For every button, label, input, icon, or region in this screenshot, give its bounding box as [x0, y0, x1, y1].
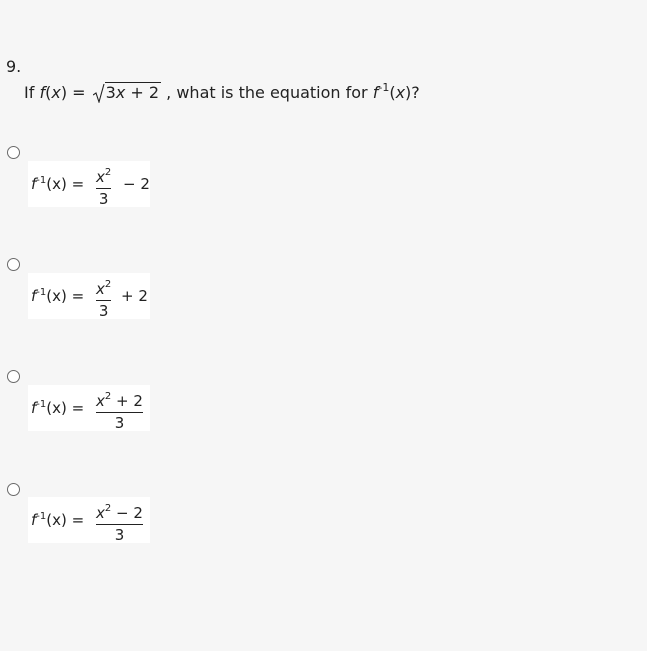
option-3-equation[interactable]: [28, 385, 150, 431]
fx-close-paren: ): [60, 83, 68, 102]
option-1-tail: − 2: [123, 175, 150, 193]
option-4-fraction: [96, 499, 143, 545]
option-4-denominator: 3: [114, 526, 125, 544]
option-3-fraction: [96, 387, 143, 433]
option-4-equation[interactable]: [28, 497, 150, 543]
inverse-function: $f^{-1}(x)$?: [372, 81, 420, 102]
fx-name: f: [39, 83, 46, 102]
option-4-numerator: $x^2 - 2$: [96, 503, 143, 522]
option-2-fraction: [96, 275, 111, 321]
radicand: 3x + 2: [105, 83, 160, 102]
option-1-fraction: [96, 163, 111, 209]
option-4-radio[interactable]: [7, 483, 20, 496]
option-2-tail: + 2: [121, 287, 148, 305]
equals-sign: =: [72, 83, 86, 102]
option-3-denominator: 3: [114, 414, 125, 432]
option-2-equation[interactable]: [28, 273, 150, 319]
function-definition: [39, 83, 166, 102]
question-number: 9.: [6, 57, 22, 76]
option-4-fraction-bar: [96, 524, 143, 525]
square-root-expression: [93, 82, 161, 104]
prompt-if: If: [24, 83, 35, 102]
option-3-lhs: $f^{-1}(x)$ =: [31, 399, 85, 417]
option-2-radio[interactable]: [7, 258, 20, 271]
prompt-middle: , what is the equation for: [166, 83, 368, 102]
option-1-equation[interactable]: [28, 161, 150, 207]
option-1-denominator: 3: [98, 190, 109, 208]
option-2-denominator: 3: [98, 302, 109, 320]
option-2-numerator: $x^2$: [96, 279, 112, 298]
option-3-radio[interactable]: [7, 370, 20, 383]
question-prompt: [24, 77, 420, 104]
option-3-numerator: $x^2 + 2$: [96, 391, 143, 410]
option-1-numerator: $x^2$: [96, 167, 112, 186]
option-4-lhs: $f^{-1}(x)$ =: [31, 511, 85, 529]
option-1-radio[interactable]: [7, 146, 20, 159]
option-2-lhs: $f^{-1}(x)$ =: [31, 287, 85, 305]
radical-sign-icon: [93, 83, 105, 103]
fx-variable: x: [51, 83, 61, 102]
option-1-lhs: $f^{-1}(x)$ =: [31, 175, 85, 193]
option-3-fraction-bar: [96, 412, 143, 413]
option-2-fraction-bar: [96, 300, 111, 301]
option-1-fraction-bar: [96, 188, 111, 189]
fx-open-paren: (: [45, 83, 52, 102]
